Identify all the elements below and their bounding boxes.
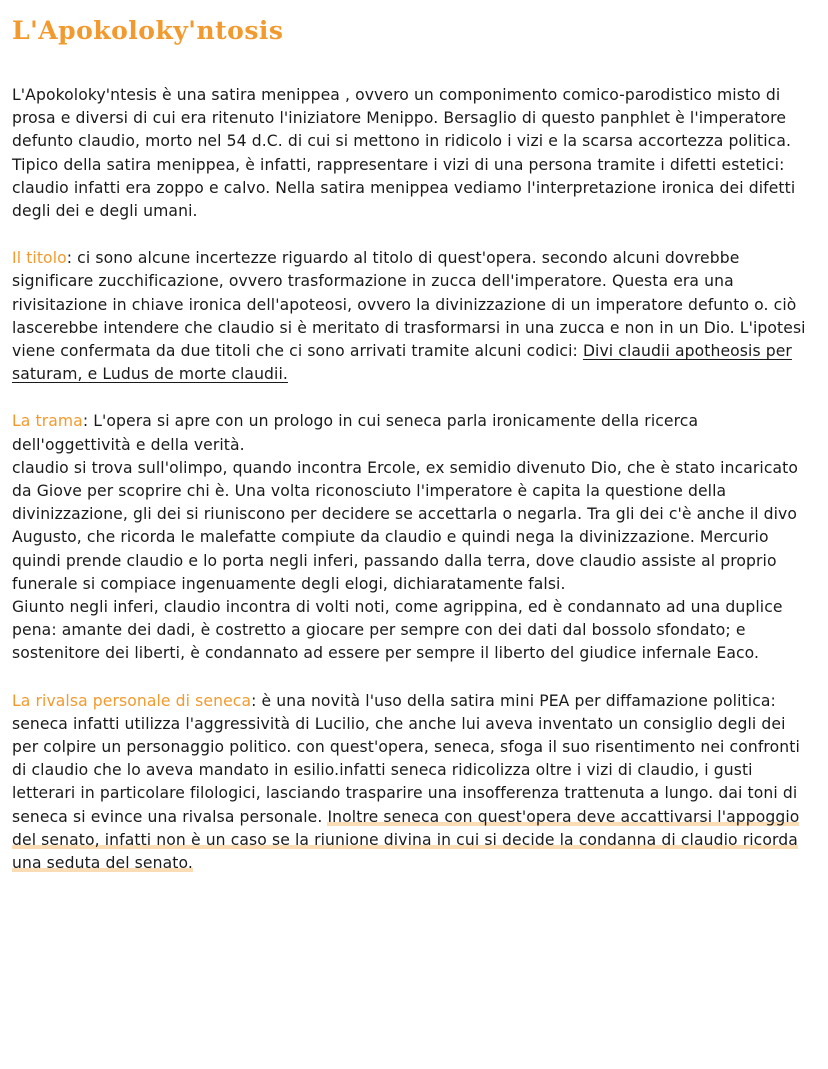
- highlighted-text: Inoltre seneca con quest'opera deve accattivarsi l'appoggio del senato, infatti non è un caso se la riunione divina in cui si decide la condanna di claudio ricorda una seduta del senato.: [12, 807, 800, 873]
- section-text-trama-2: claudio si trova sull'olimpo, quando incontra Ercole, ex semidio divenuto Dio, che è stato incaricato da Giove per scoprire chi è. Una volta riconosciuto l'imperatore è capita la questione della divinizzazione, gli dei si riuniscono per decidere se accettarla o negarla. Tra gli dei c'è anche il divo Augusto, che ricorda le malefatte compiute da claudio e quindi nega la divinizzazione. Mercurio quindi prende claudio e lo porta negli inferi, passando dalla terra, dove claudio assiste al proprio funerale si compiace ingenuamente degli elogi, dichiaratamente falsi.: [12, 458, 799, 593]
- page-title: L'Apokoloky'ntosis: [12, 16, 284, 45]
- section-heading-trama: La trama: [12, 412, 83, 431]
- section-text-trama-1: : L'opera si apre con un prologo in cui seneca parla ironicamente della ricerca dell'oggettività e della verità.: [12, 412, 699, 454]
- codex-titles: Divi claudii apotheosis per saturam, e Ludus de morte claudii.: [12, 342, 792, 384]
- section-rivalsa: [12, 690, 810, 876]
- section-text-trama-3: Giunto negli inferi, claudio incontra di volti noti, come agrippina, ed è condannato ad una duplice pena: amante dei dadi, è costretto a giocare per sempre con dei dati dal bossolo sfondato; e sostenitore dei liberti, è condannato ad essere per sempre il liberto del giudice infernale Eaco.: [12, 598, 783, 663]
- section-heading-titolo: Il titolo: [12, 249, 67, 268]
- section-titolo: [12, 247, 810, 386]
- section-text-rivalsa: : è una novità l'uso della satira mini PEA per diffamazione politica: seneca infatti utilizza l'aggressività di Lucilio, che anche lui aveva inventato un consiglio degli dei per colpire un personaggio politico. con quest'opera, seneca, sfoga il suo risentimento nei confronti di claudio che lo aveva mandato in esilio.infatti seneca ridicolizza oltre i vizi di claudio, i gusti letterari in particolare filologici, lasciando trasparire una insofferenza trattenuta a lungo. dai toni di seneca si evince una rivalsa personale.: [12, 691, 800, 826]
- intro-paragraph: L'Apokoloky'ntesis è una satira menippea , ovvero un componimento comico-parodistico misto di prosa e diversi di cui era ritenuto l'iniziatore Menippo. Bersaglio di questo panphlet è l'imperatore defunto claudio, morto nel 54 d.C. di cui si mettono in ridicolo i vizi e la scarsa accortezza politica. Tipico della satira menippea, è infatti, rappresentare i vizi di una persona tramite i difetti estetici: claudio infatti era zoppo e calvo. Nella satira menippea vediamo l'interpretazione ironica dei difetti degli dei e degli umani.: [12, 86, 796, 221]
- section-heading-rivalsa: La rivalsa personale di seneca: [12, 691, 252, 710]
- section-trama: [12, 410, 810, 665]
- section-text-titolo: : ci sono alcune incertezze riguardo al titolo di quest'opera. secondo alcuni dovrebbe significare zucchificazione, ovvero trasformazione in zucca dell'imperatore. Questa era una rivisitazione in chiave ironica dell'apoteosi, ovvero la divinizzazione di un imperatore defunto o. ciò lascerebbe intendere che claudio si è meritato di trasformarsi in una zucca e non in un Dio. L'ipotesi viene confermata da due titoli che ci sono arrivati tramite alcuni codici:: [12, 249, 806, 361]
